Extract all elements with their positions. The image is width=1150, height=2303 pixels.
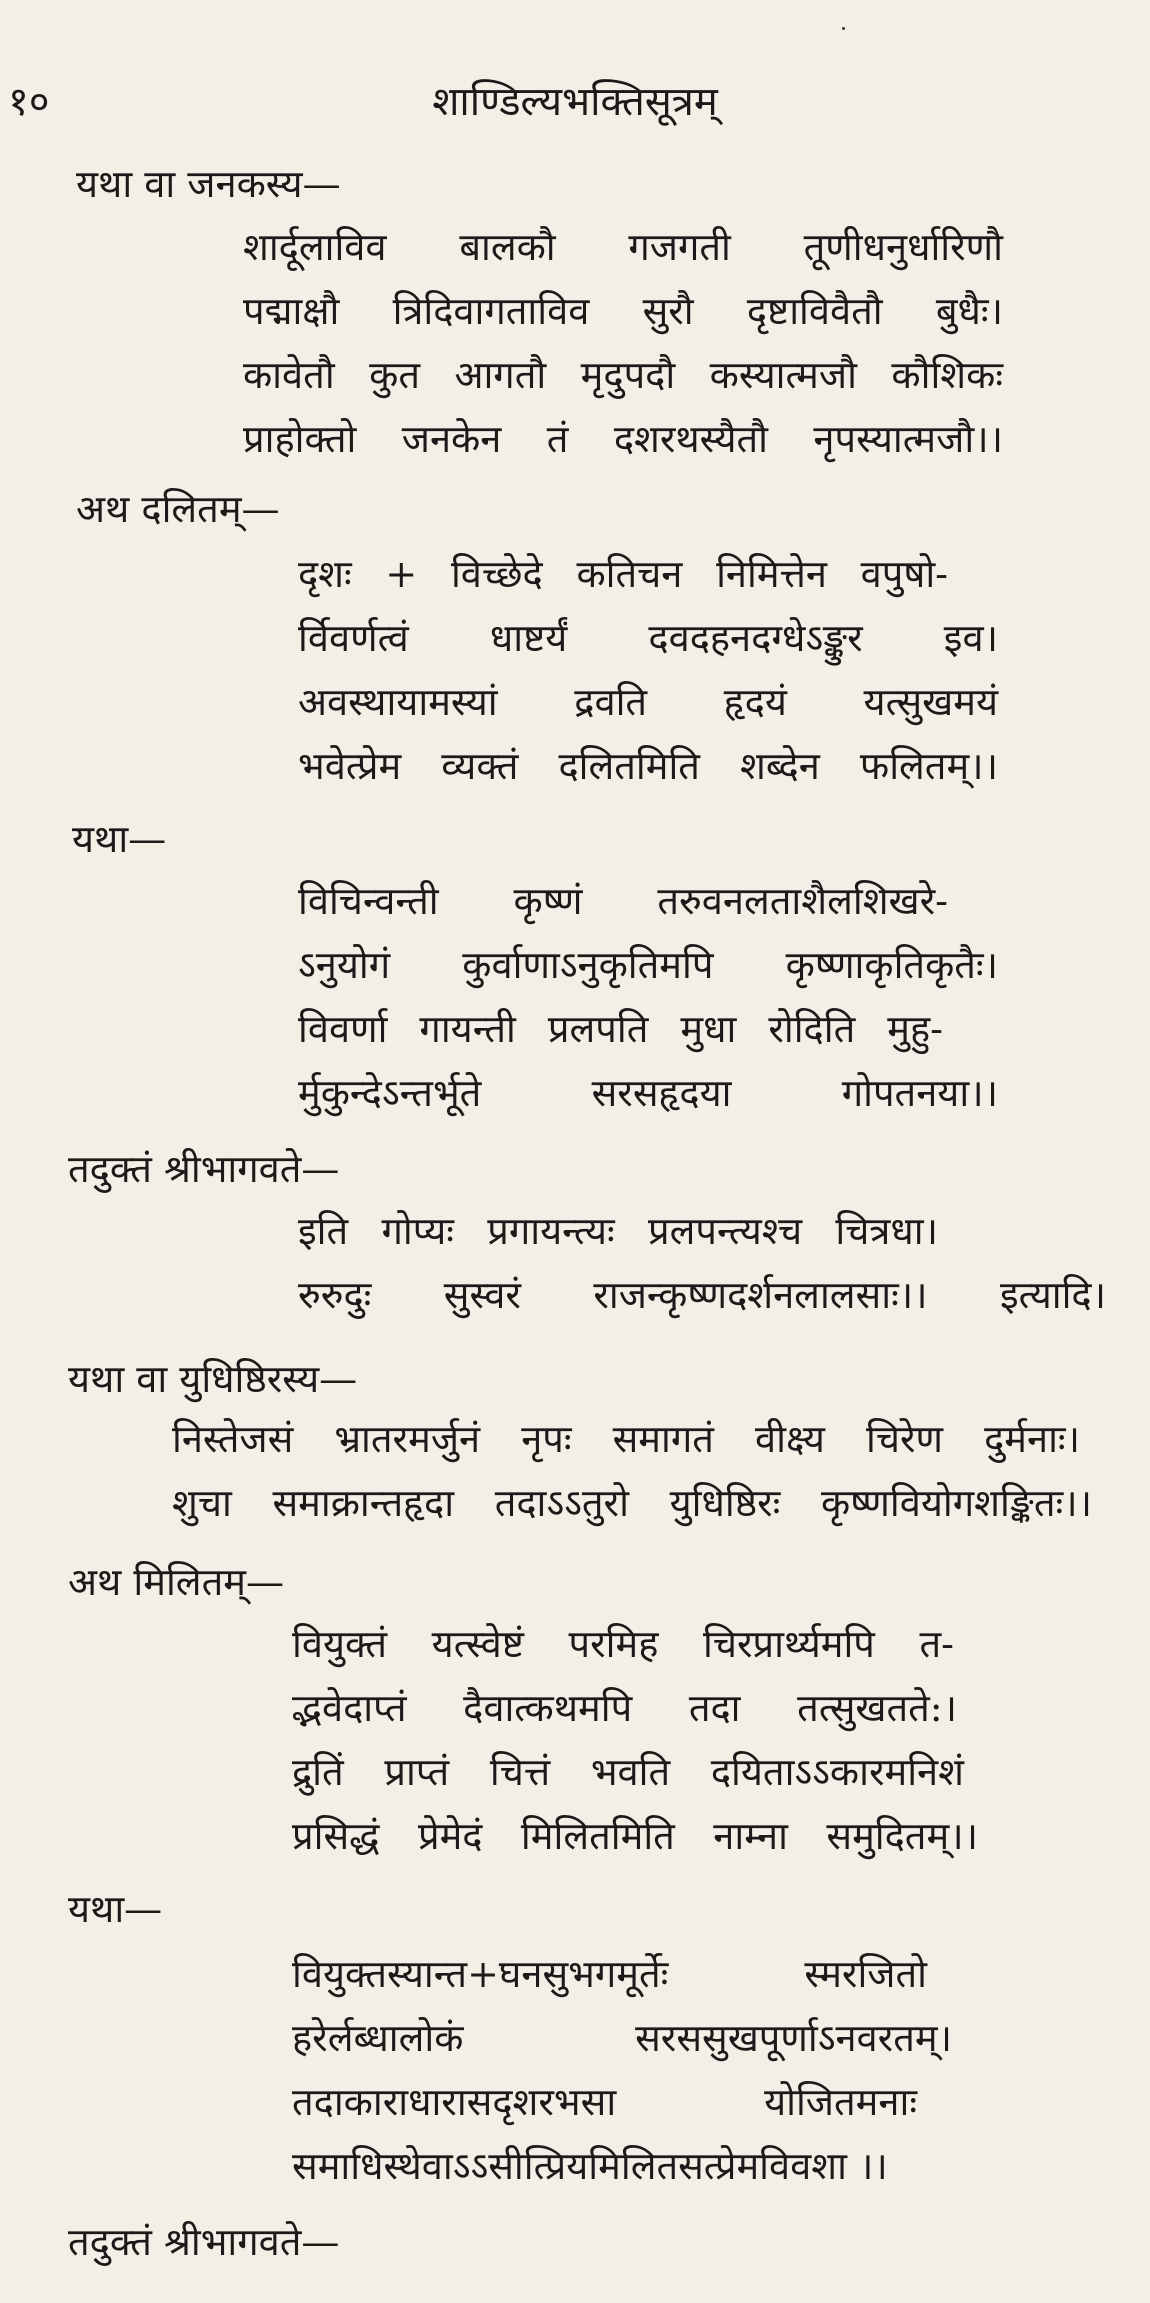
verse-line: द्रुतिं प्राप्तं चित्तं भवति दयिताऽऽकारमनिशं — [292, 1750, 964, 1794]
section-heading: अथ दलितम्— — [76, 487, 280, 531]
section-heading: तदुक्तं श्रीभागवते— — [68, 2220, 340, 2264]
verse-line: इति गोप्यः प्रगायन्त्यः प्रलपन्त्यश्च चित्रधा। — [298, 1209, 938, 1253]
print-speck — [842, 27, 845, 30]
section-heading: यथा— — [68, 1887, 163, 1931]
verse-line: भवेत्प्रेम व्यक्तं दलितमिति शब्देन फलितम्।। — [298, 744, 998, 788]
verse-line: समाधिस्थेवाऽऽसीत्प्रियमिलितसत्प्रेमविवशा ।। — [292, 2144, 888, 2188]
verse-line: वियुक्तं यत्स्वेष्टं परमिह चिरप्रार्थ्यमपि त- — [292, 1622, 954, 1666]
verse-line: निस्तेजसं भ्रातरमर्जुनं नृपः समागतं वीक्ष्य चिरेण दुर्मनाः। — [172, 1417, 1080, 1461]
section-heading: यथा वा युधिष्ठिरस्य— — [68, 1357, 358, 1401]
verse-line: रुरुदुः सुस्वरं राजन्कृष्णदर्शनलालसाः।। इत्यादि। — [298, 1273, 1106, 1317]
section-heading: यथा वा जनकस्य— — [76, 162, 341, 206]
verse-line: शार्दूलाविव बालकौ गजगती तूणीधनुर्धारिणौ — [243, 225, 1003, 269]
verse-line: र्मुकुन्देऽन्तर्भूते सरसहृदया गोपतनया।। — [298, 1071, 998, 1115]
verse-line: प्राहोक्तो जनकेन तं दशरथस्यैतौ नृपस्यात्मजौ।। — [243, 417, 1003, 461]
verse-line: विचिन्वन्ती कृष्णं तरुवनलताशैलशिखरे- — [298, 879, 948, 923]
verse-line: र्विवर्णत्वं धाष्टर्यं दवदहनदग्धेऽङ्कुर इव। — [298, 616, 998, 660]
verse-line: हरेर्लब्धालोकं सरससुखपूर्णाऽनवरतम्। — [292, 2016, 952, 2060]
section-heading: तदुक्तं श्रीभागवते— — [68, 1147, 340, 1191]
verse-line: दृशः + विच्छेदे कतिचन निमित्तेन वपुषो- — [298, 552, 948, 596]
verse-line: ऽनुयोगं कुर्वाणाऽनुकृतिमपि कृष्णाकृतिकृतैः। — [298, 943, 998, 987]
verse-line: पद्माक्षौ त्रिदिवागताविव सुरौ दृष्टाविवैतौ बुधैः। — [243, 289, 1003, 333]
verse-line: शुचा समाक्रान्तहृदा तदाऽऽतुरो युधिष्ठिरः कृष्णवियोगशङ्कितः।। — [172, 1481, 1092, 1525]
verse-line: अवस्थायामस्यां द्रवति हृदयं यत्सुखमयं — [298, 680, 998, 724]
running-header-title: शाण्डिल्यभक्तिसूत्रम् — [432, 79, 718, 125]
verse-line: द्भवेदाप्तं दैवात्कथमपि तदा तत्सुखतते:। — [292, 1686, 957, 1730]
section-heading: यथा— — [72, 817, 167, 861]
verse-line: तदाकाराधारासदृशरभसा योजितमनाः — [292, 2080, 917, 2124]
verse-line: वियुक्तस्यान्त+घनसुभगमूर्तेः स्मरजितो — [292, 1952, 927, 1996]
verse-line: प्रसिद्धं प्रेमेदं मिलितमिति नाम्ना समुदितम्।। — [292, 1814, 978, 1858]
section-heading: अथ मिलितम्— — [68, 1560, 284, 1604]
page-number: १० — [8, 79, 50, 125]
verse-line: विवर्णा गायन्ती प्रलपति मुधा रोदिति मुहु- — [298, 1007, 943, 1051]
verse-line: कावेतौ कुत आगतौ मृदुपदौ कस्यात्मजौ कौशिकः — [243, 353, 1003, 397]
